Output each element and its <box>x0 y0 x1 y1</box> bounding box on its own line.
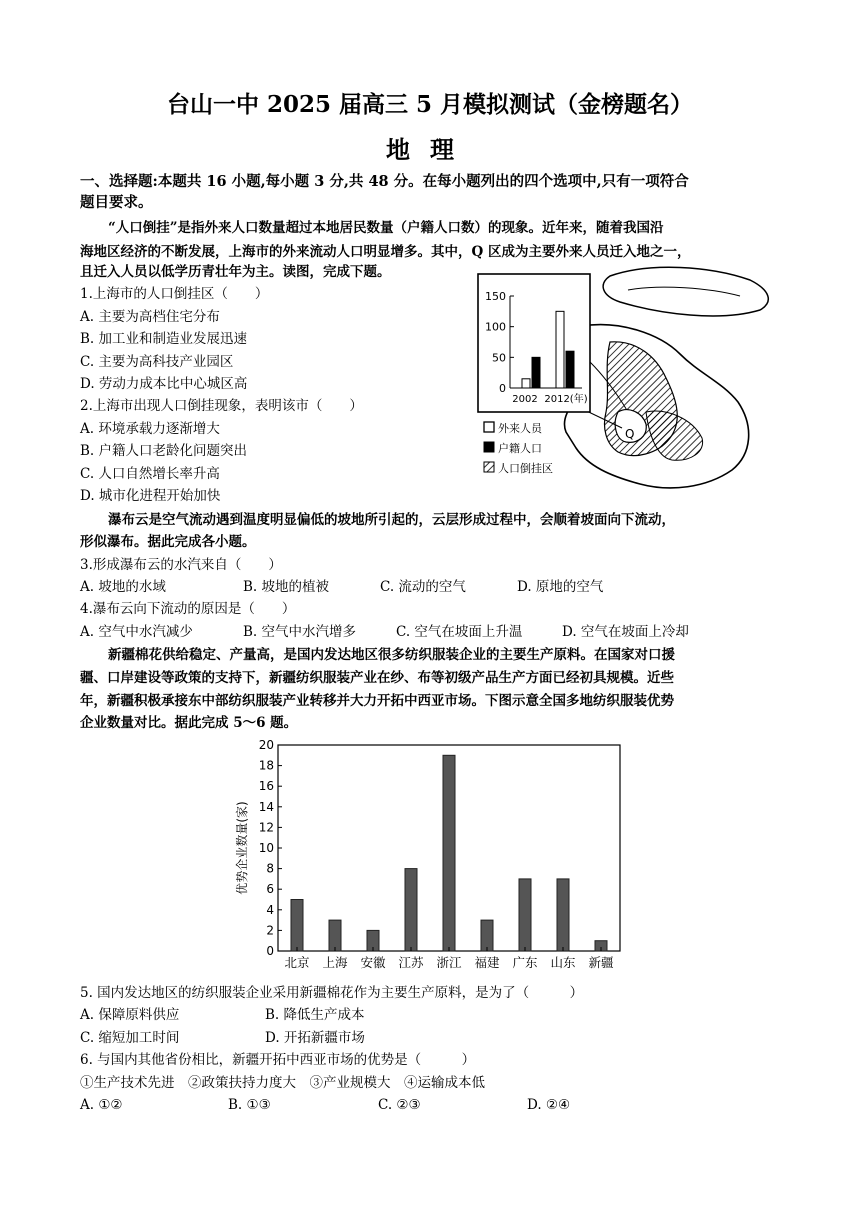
x-tick-label: 北京 <box>284 955 310 970</box>
q3-stem: 3.形成瀑布云的水汽来自（ ） <box>80 557 282 573</box>
x-tick-label: 广东 <box>512 955 538 970</box>
passage2-line1: 瀑布云是空气流动遇到温度明显偏低的坡地所引起的，云层形成过程中，会顺着坡面向下流动， <box>108 512 675 528</box>
inset-bar-migrant <box>522 379 530 388</box>
q1-option-b: B. 加工业和制造业发展迅速 <box>80 331 248 347</box>
q1-option-a: A. 主要为高档住宅分布 <box>80 309 220 325</box>
y-tick-label: 18 <box>258 758 274 773</box>
q6-option-d: D. ②④ <box>527 1097 571 1113</box>
bar-江苏 <box>405 869 417 951</box>
q6-option-c: C. ②③ <box>378 1097 421 1113</box>
legend-inversion: 人口倒挂区 <box>498 462 553 475</box>
q3-option-b: B. 坡地的植被 <box>243 579 330 595</box>
x-tick-label: 浙江 <box>436 955 462 970</box>
q1-option-c: C. 主要为高科技产业园区 <box>80 354 234 370</box>
inset-x-label-2002: 2002 <box>512 394 538 405</box>
y-tick-label: 10 <box>258 841 274 855</box>
legend-resident: 户籍人口 <box>498 442 542 455</box>
x-tick-label: 福建 <box>474 955 500 970</box>
q2-option-d: D. 城市化进程开始加快 <box>80 488 221 504</box>
legend-swatch-inversion <box>484 462 494 472</box>
passage3-line4: 企业数量对比。据此完成 5～6 题。 <box>80 715 298 731</box>
island-outline <box>603 267 768 316</box>
q3-option-a: A. 坡地的水域 <box>80 579 166 595</box>
bar-上海 <box>329 920 341 951</box>
passage1-line3: 且迁入人员以低学历青壮年为主。读图，完成下题。 <box>80 264 391 280</box>
passage1-line2: 海地区经济的不断发展，上海市的外来流动人口明显增多。其中，Q 区成为主要外来人员迁入地之一， <box>80 244 691 260</box>
q5-option-d: D. 开拓新疆市场 <box>265 1030 365 1046</box>
q6-stem: 6. 与国内其他省份相比，新疆开拓中西亚市场的优势是（ ） <box>80 1052 476 1068</box>
section-heading: 一、选择题:本题共 16 小题,每小题 3 分,共 48 分。在每小题列出的四个选项中,只有一项符合 <box>80 173 689 190</box>
legend-swatch-resident <box>484 442 494 452</box>
y-axis-label: 优势企业数量(家) <box>235 801 249 895</box>
exam-title: 台山一中 2025 届高三 5 月模拟测试（金榜题名） <box>166 91 694 118</box>
passage2-line2: 形似瀑布。据此完成各小题。 <box>80 534 256 550</box>
q-label: Q <box>625 427 635 441</box>
q5-option-b: B. 降低生产成本 <box>265 1007 365 1023</box>
q6-items: ①生产技术先进 ②政策扶持力度大 ③产业规模大 ④运输成本低 <box>80 1075 485 1091</box>
subject-title: 地理 <box>386 135 474 164</box>
section-heading-cont: 题目要求。 <box>80 194 153 211</box>
shanghai-map-figure <box>470 262 790 492</box>
q2-option-b: B. 户籍人口老龄化问题突出 <box>80 443 248 459</box>
inset-tick-label: 100 <box>485 320 506 334</box>
x-tick-label: 上海 <box>322 955 348 970</box>
y-tick-label: 2 <box>266 923 274 938</box>
q5-option-c: C. 缩短加工时间 <box>80 1030 180 1046</box>
inset-bar-resident <box>566 351 574 388</box>
bar-北京 <box>291 900 303 952</box>
y-tick-label: 14 <box>258 799 274 814</box>
passage3-line1: 新疆棉花供给稳定、产量高，是国内发达地区很多纺织服装企业的主要生产原料。在国家对口援 <box>108 647 675 663</box>
q4-option-a: A. 空气中水汽减少 <box>80 624 193 640</box>
y-tick-label: 0 <box>266 944 274 958</box>
bar-福建 <box>481 920 493 951</box>
inversion-zone-2 <box>646 411 703 460</box>
inset-x-label-2012: 2012(年) <box>544 394 588 405</box>
x-tick-label: 安徽 <box>360 955 386 970</box>
island-outline-inner <box>628 287 740 296</box>
y-tick-label: 8 <box>266 861 274 876</box>
inset-tick-label: 150 <box>485 290 506 303</box>
legend-migrant: 外来人员 <box>498 422 542 435</box>
passage3-line3: 年，新疆积极承接东中部纺织服装产业转移并大力开拓中西亚市场。下图示意全国多地纺织服装优势 <box>80 693 674 709</box>
q3-option-c: C. 流动的空气 <box>380 579 466 595</box>
q4-option-c: C. 空气在坡面上升温 <box>396 624 523 640</box>
q2-stem: 2.上海市出现人口倒挂现象，表明该市（ ） <box>80 398 363 414</box>
y-tick-label: 4 <box>266 902 274 917</box>
q2-option-a: A. 环境承载力逐渐增大 <box>80 421 220 437</box>
q5-stem: 5. 国内发达地区的纺织服装企业采用新疆棉花作为主要生产原料，是为了（ ） <box>80 985 584 1001</box>
x-tick-label: 新疆 <box>588 955 614 970</box>
inset-tick-label: 50 <box>492 351 506 365</box>
inset-tick-label: 0 <box>499 382 506 395</box>
q4-option-d: D. 空气在坡面上冷却 <box>562 624 689 640</box>
x-tick-label: 江苏 <box>398 955 424 970</box>
q1-option-d: D. 劳动力成本比中心城区高 <box>80 376 248 392</box>
q6-option-b: B. ①③ <box>228 1097 271 1113</box>
passage3-line2: 疆、口岸建设等政策的支持下，新疆纺织服装产业在纱、布等初级产品生产方面已经初具规模。近些 <box>80 670 674 686</box>
inset-bar-migrant <box>556 311 564 388</box>
inset-bar-resident <box>532 357 540 388</box>
y-tick-label: 16 <box>258 779 274 794</box>
y-tick-label: 20 <box>258 738 274 752</box>
legend-swatch-migrant <box>484 422 494 432</box>
q4-option-b: B. 空气中水汽增多 <box>243 624 357 640</box>
bar-广东 <box>519 879 531 951</box>
passage1-line1: “人口倒挂”是指外来人口数量超过本地居民数量（户籍人口数）的现象。近年来，随着我国沿 <box>108 220 664 236</box>
y-tick-label: 6 <box>266 882 274 897</box>
q4-stem: 4.瀑布云向下流动的原因是（ ） <box>80 601 296 617</box>
x-tick-label: 山东 <box>550 955 576 970</box>
q6-option-a: A. ①② <box>80 1097 123 1113</box>
q1-stem: 1.上海市的人口倒挂区（ ） <box>80 286 269 302</box>
y-tick-label: 12 <box>258 820 274 835</box>
bar-浙江 <box>443 755 455 951</box>
q2-option-c: C. 人口自然增长率升高 <box>80 466 220 482</box>
enterprise-bar-chart <box>230 735 630 975</box>
bar-山东 <box>557 879 569 951</box>
q3-option-d: D. 原地的空气 <box>517 579 604 595</box>
q5-option-a: A. 保障原料供应 <box>80 1007 180 1023</box>
